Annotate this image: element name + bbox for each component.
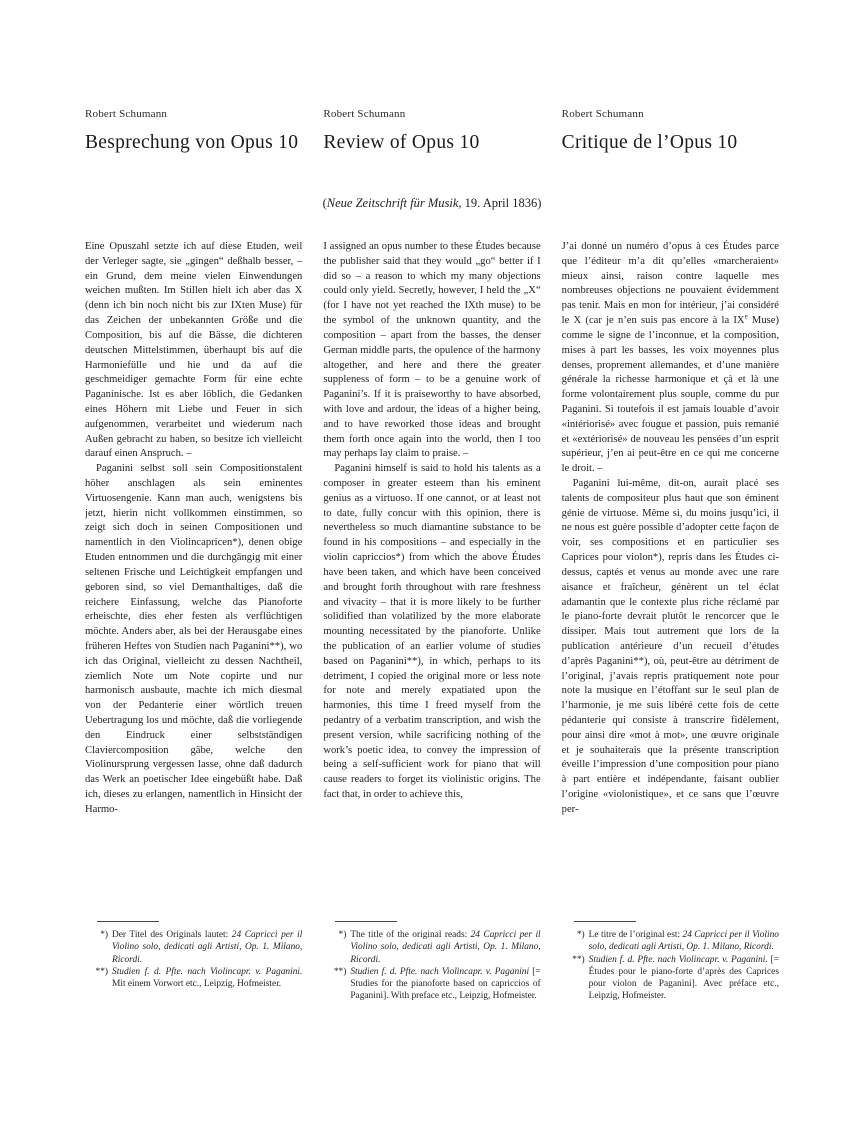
column-header-german: [85, 108, 302, 155]
author-name: Robert Schumann: [85, 108, 168, 120]
footnote: [85, 966, 302, 991]
footnote: [85, 929, 302, 966]
footnote-text: Studien f. d. Pfte. nach Violincapr. v. Paganini. Mit einem Vorwort etc., Leipzig, Hofmeister.: [112, 966, 303, 990]
footnotes-french: [562, 921, 779, 1003]
footnote: [323, 966, 540, 1003]
footnote-marker: *): [576, 930, 585, 940]
header-row: [85, 108, 779, 155]
page-title-german: Besprechung von Opus 10: [85, 132, 299, 153]
footnote-marker: *): [100, 930, 108, 940]
author-name: Robert Schumann: [323, 108, 406, 120]
paragraph: Paganini selbst soll sein Compositionstalent höher anschlagen als sein eminentes Virtuosengenie. Kann man auch, wenigstens bis jetzt, hierin nicht vollkommen einstimmen, so zeigt sich doch in seinen Compositionen und namentlich in den Violincapricen*), denen obige Etuden entnommen und die durchgängig mit einer seltenen Frische und Leichtigkeit empfangen und geboren sind, so viel Demanthaltiges, daß die reichere Einfassung, welche das Pianoforte erheischte, dies eher festen als verflüchtigen möchte. Anders aber, als bei der Herausgabe eines früheren Heftes von Studien nach Paganini**), wo ich das Original, vielleicht zu dessen Nachtheil, ziemlich Note um Note copirte und nur harmonisch ausbaute, machte ich mich diesmal von der Pedanterie einer wörtlich treuen Uebertragung los und möchte, daß die vorliegende den Eindruck einer selbstständigen Claviercomposition gäbe, welche den Violinursprung vergessen lasse, ohne daß dadurch das Werk an poetischer Idee eingebüßt habe. Daß ich, dieses zu erlangen, namentlich in Hinsicht der Harmo-: [85, 463, 303, 815]
footnote-row: [85, 921, 779, 1003]
author-name: Robert Schumann: [561, 108, 644, 120]
footnote-separator-rule: [335, 921, 397, 922]
footnote: [323, 929, 540, 966]
footnote: [562, 954, 779, 1003]
page-title-english: Review of Opus 10: [323, 132, 480, 153]
footnote: [562, 929, 779, 954]
footnote-text: Studien f. d. Pfte. nach Violincapr. v. Paganini. [= Études pour le piano-forte d’après des Caprices pour violon de Paganini]. Avec préface etc., Leipzig, Hofmeister.: [588, 954, 779, 1002]
paragraph: Paganini lui-même, dit-on, aurait placé ses talents de compositeur plus haut que son éminent génie de virtuose. Même si, du moins jusqu’ici, il ne nous est guère possible d’adopter cette façon de voir, ses compositions et en particulier ses Caprices pour violon*), repris dans les Études ci-dessus, captés et venus au monde avec une rare aisance et fraîcheur, génèrent un tel éclat adamantin que le contexte plus riche réclamé par le piano-forte devrait plutôt le rencorcer que le dissiper. Mais tout autrement que lors de la publication antérieure d’un recueil d’études d’après Paganini**), où, peut-être au détriment de l’original, j’avais repris pratiquement note pour note la musique en l’étoffant sur le seul plan de l’harmonie, je me suis libéré cette fois de cette pédanterie qui consiste à transcrire fidèlement, pour ainsi dire «mot à mot», une œuvre originale et je souhaiterais que la présente transcription éveille l’impression d’une composition pour piano à part entière et indépendante, faisant oublier l’origine «violonistique», et ce sans que l’œuvre per-: [561, 478, 779, 815]
footnote-marker: *): [338, 930, 347, 940]
page-title-french: Critique de l’Opus 10: [561, 132, 738, 153]
footnote-text: Der Titel des Originals lautet: 24 Capricci per il Violino solo, dedicati agli Artisti, Op. 1. Milano, Ricordi.: [112, 930, 303, 965]
footnotes-english: [323, 921, 540, 1003]
footnotes-german: [85, 921, 302, 1003]
footnote-marker: **): [333, 966, 347, 977]
footnote-text: Studien f. d. Pfte. nach Violincapr. v. Paganini [= Studies for the pianoforte based on capriccios of Paganini]. With preface etc., Leipzig, Hofmeister.: [350, 966, 541, 1002]
paragraph: Paganini himself is said to hold his talents as a composer in greater esteem than his eminent genius as a virtuoso. If one cannot, or at least not to date, fully concur with this opinion, there is nevertheless so much diamantine substance to be found in his compositions – and especially in the violin capriccios*) from which the above Études have been taken, and which have been conceived and brought forth throughout with rare freshness and vivacity – that it is more likely to be further solidified than volatilized by the more elaborate mounting necessitated by the pianoforte. Unlike the publication of an earlier volume of studies based on Paganini**), in which, perhaps to its detriment, I copied the original more or less note for note and merely expatiated upon the harmonies, this time I freed myself from the pedantry of a verbatim transcription, and wish the present version, while sacrificing nothing of the work’s poetic idea, to convey the impression of being a self-sufficient work for piano that will cause readers to forget its violinistic origins. The fact that, in order to achieve this,: [323, 463, 541, 801]
footnote-separator-rule: [97, 921, 159, 922]
body-column-german: [85, 240, 302, 921]
paragraph: J’ai donné un numéro d’opus à ces Études parce que l’éditeur m’a dit qu’elles «marcheraient» mieux ainsi, raison contre laquelle mes nombreuses objections ne pouvaient évidemment pas tenir. Mais en mon for intérieur, j’ai considéré le X (car je n’en suis pas encore à la IXe Muse) comme le signe de l’inconnue, et la composition, mises à part les basses, les voix moyennes plus denses, proprement allemandes, et d’une manière générale la richesse harmonique et çà et là une forme volontairement plus souple, comme du pur Paganini. Si toutefois il est jamais louable d’avoir «intériorisé» avec fougue et passion, puis remanié et «extériorisé» de nouveau les pensées d’un esprit supérieur, j’en ai peut-être en ce qui me concerne le droit. –: [561, 241, 779, 475]
body-column-english: [323, 240, 540, 921]
column-header-french: [562, 108, 779, 155]
footnote-marker: **): [95, 966, 108, 977]
footnote-separator-rule: [574, 921, 636, 922]
source-dateline: (Neue Zeitschrift für Musik, 19. April 1836): [322, 196, 542, 210]
body-row: [85, 240, 779, 921]
column-header-english: [323, 108, 540, 155]
body-column-french: [562, 240, 779, 921]
footnote-text: Le titre de l’original est: 24 Capricci per il Violino solo, dedicati agli Artisti, Op. 1. Milano, Ricordi.: [588, 930, 779, 953]
footnote-marker: **): [572, 954, 585, 965]
footnote-text: The title of the original reads: 24 Capricci per il Violino solo, dedicati agli Artisti, Op. 1. Milano, Ricordi.: [350, 930, 541, 965]
paragraph: I assigned an opus number to these Études because the publisher said that they would „go“ better if I did so – a reason to which my many objections could only yield. Secretly, however, I held the „X“ (for I have not yet reached the IXth muse) to be the symbol of the unknown quantity, and the composition – apart from the basses, the denser German middle parts, the opulence of the harmony altogether, and here and there the greater suppleness of form – to be a genuine work of Paganini’s. If it is praiseworthy to have absorbed, with love and ardour, the ideas of a higher being, and to have reworked those ideas and brought them forth once again into the world, then I too may perhaps lay claim to praise. –: [323, 241, 541, 460]
paragraph: Eine Opuszahl setzte ich auf diese Etuden, weil der Verleger sagte, sie „gingen“ deßhalb besser, – ein Grund, dem meine vielen Einwendungen weichen mußten. Im Stillen hielt ich aber das X (denn ich bin noch nicht bis zur IXten Muse) für das Zeichen der unbekannten Größe und die Composition, bis auf die Bässe, die dichteren deutschen Mittelstimmen, überhaupt bis auf die Harmoniefülle und hie und da auf die geschmeidiger gemachte Form für eine echte Paganinische. Ist es aber löblich, die Gedanken eines Höhern mit Liebe und Feuer in sich aufgenommen, verarbeitet und wiederum nach Außen gebracht zu haben, so besitze ich vielleicht darauf einen Anspruch. –: [85, 241, 303, 460]
